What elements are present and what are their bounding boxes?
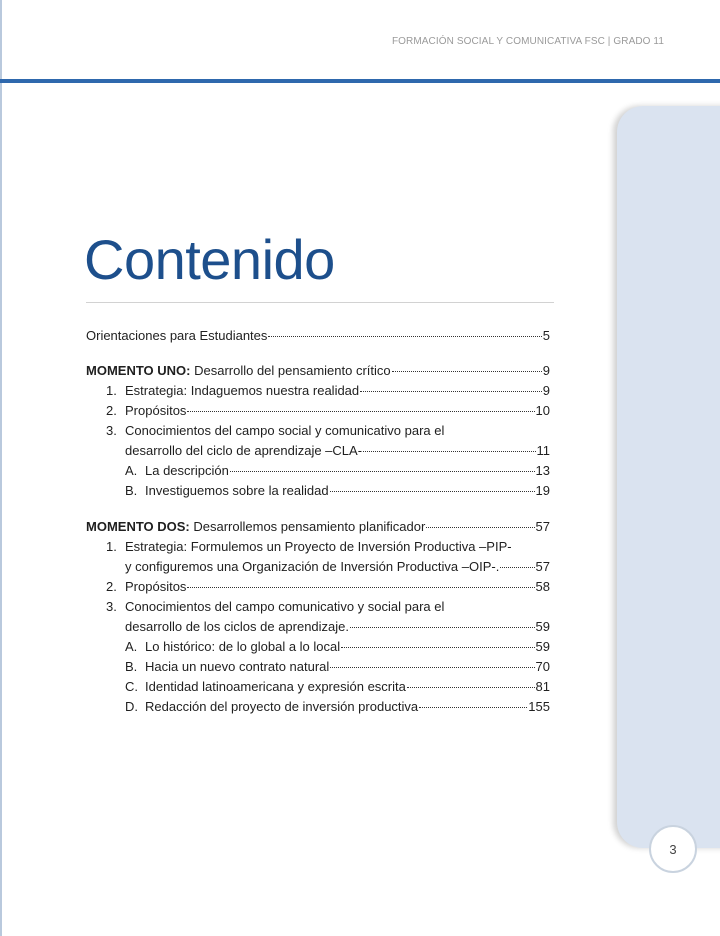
leader-dots: [500, 567, 534, 568]
toc-page: 70: [535, 659, 550, 674]
toc-entry-m2-item-2[interactable]: [106, 579, 550, 595]
toc-page: 9: [542, 383, 550, 398]
toc-page: 81: [535, 679, 550, 694]
section-label: MOMENTO DOS:: [86, 519, 190, 534]
toc-page: 19: [535, 483, 550, 498]
toc-entry-m1-item-1[interactable]: [106, 383, 550, 399]
toc-entry-text: Identidad latinoamericana y expresión escrita: [145, 679, 406, 694]
toc-entry-m1-item-2[interactable]: [106, 403, 550, 419]
side-panel: [617, 106, 720, 848]
toc-letter: A.: [125, 639, 138, 654]
leader-dots: [341, 647, 534, 648]
toc-entry-text: Propósitos: [125, 579, 187, 594]
page-number: 3: [669, 841, 677, 857]
toc-letter: B.: [125, 483, 138, 498]
toc-page: 57: [535, 519, 550, 534]
leader-dots: [419, 707, 527, 708]
section-title: Desarrollo del pensamiento crítico: [190, 363, 391, 378]
toc-page: 13: [535, 463, 550, 478]
leader-dots: [330, 491, 535, 492]
toc-entry-text: Conocimientos del campo social y comunicativo para el: [125, 423, 445, 438]
toc-entry-text: [86, 519, 425, 535]
toc-page: 11: [536, 443, 550, 458]
toc-entry-m2-item-1-line1[interactable]: [106, 539, 550, 555]
toc-letter: D.: [125, 699, 138, 714]
toc-entry-m1-item-3-line1[interactable]: [106, 423, 550, 439]
toc-page: 9: [542, 363, 550, 378]
toc-entry-momento-dos[interactable]: [86, 519, 550, 535]
toc-page: 59: [535, 619, 550, 634]
page-left-edge: [0, 0, 2, 936]
toc-letter: A.: [125, 463, 138, 478]
toc-entry-text: y configuremos una Organización de Inversión Productiva –OIP-.: [125, 559, 500, 574]
toc-entry-m1-sub-a[interactable]: [125, 463, 550, 479]
toc-number: 3.: [106, 599, 117, 614]
toc-entry-text: Conocimientos del campo comunicativo y social para el: [125, 599, 445, 614]
leader-dots: [187, 411, 534, 412]
toc-entry-text: Lo histórico: de lo global a lo local: [145, 639, 341, 654]
toc-entry-text: desarrollo de los ciclos de aprendizaje.: [125, 619, 350, 634]
leader-dots: [350, 627, 535, 628]
toc-entry-text: Estrategia: Indaguemos nuestra realidad: [125, 383, 360, 398]
toc-entry-text: Redacción del proyecto de inversión productiva: [145, 699, 419, 714]
toc-entry-text: Hacia un nuevo contrato natural: [145, 659, 330, 674]
toc-number: 2.: [106, 579, 117, 594]
toc-entry-text: Estrategia: Formulemos un Proyecto de Inversión Productiva –PIP-: [125, 539, 512, 554]
toc-entry-text: [86, 363, 391, 379]
toc-entry-m1-item-3-line2[interactable]: [125, 443, 550, 459]
toc-entry-m2-sub-b[interactable]: [125, 659, 550, 675]
page-number-badge: [649, 825, 697, 873]
leader-dots: [360, 391, 542, 392]
title-rule: [86, 302, 554, 303]
leader-dots: [330, 667, 534, 668]
section-label: MOMENTO UNO:: [86, 363, 191, 378]
toc-number: 2.: [106, 403, 117, 418]
toc-entry-m2-item-3-line2[interactable]: [125, 619, 550, 635]
toc-page: 57: [535, 559, 550, 574]
leader-dots: [407, 687, 535, 688]
toc-entry-m2-sub-c[interactable]: [125, 679, 550, 695]
leader-dots: [230, 471, 535, 472]
toc-entry-text: desarrollo del ciclo de aprendizaje –CLA-: [125, 443, 363, 458]
toc-entry-text: Propósitos: [125, 403, 187, 418]
toc-entry-orientaciones[interactable]: [86, 328, 550, 344]
toc-entry-text: Orientaciones para Estudiantes: [86, 328, 268, 343]
toc-page: 5: [542, 328, 550, 343]
leader-dots: [426, 527, 534, 528]
toc-page: 10: [535, 403, 550, 418]
toc-entry-text: Investiguemos sobre la realidad: [145, 483, 329, 498]
running-header: FORMACIÓN SOCIAL Y COMUNICATIVA FSC | GRADO 11: [391, 36, 664, 47]
section-title: Desarrollemos pensamiento planificador: [189, 519, 426, 534]
toc-entry-m1-sub-b[interactable]: [125, 483, 550, 499]
toc-number: 1.: [106, 539, 117, 554]
toc-page: 59: [535, 639, 550, 654]
toc-number: 3.: [106, 423, 117, 438]
toc-number: 1.: [106, 383, 117, 398]
toc-entry-m2-sub-d[interactable]: [125, 699, 550, 715]
toc-letter: C.: [125, 679, 138, 694]
toc-page: 58: [535, 579, 550, 594]
leader-dots: [187, 587, 534, 588]
leader-dots: [363, 451, 535, 452]
toc-entry-m2-item-1-line2[interactable]: [125, 559, 550, 575]
leader-dots: [392, 371, 542, 372]
toc-entry-text: La descripción: [145, 463, 229, 478]
leader-dots: [268, 336, 541, 337]
toc-page: 155: [528, 699, 550, 714]
toc-entry-m2-sub-a[interactable]: [125, 639, 550, 655]
page-title: Contenido: [84, 228, 335, 291]
header-rule: [0, 79, 720, 83]
toc-entry-momento-uno[interactable]: [86, 363, 550, 379]
toc-letter: B.: [125, 659, 138, 674]
toc-entry-m2-item-3-line1[interactable]: [106, 599, 550, 615]
